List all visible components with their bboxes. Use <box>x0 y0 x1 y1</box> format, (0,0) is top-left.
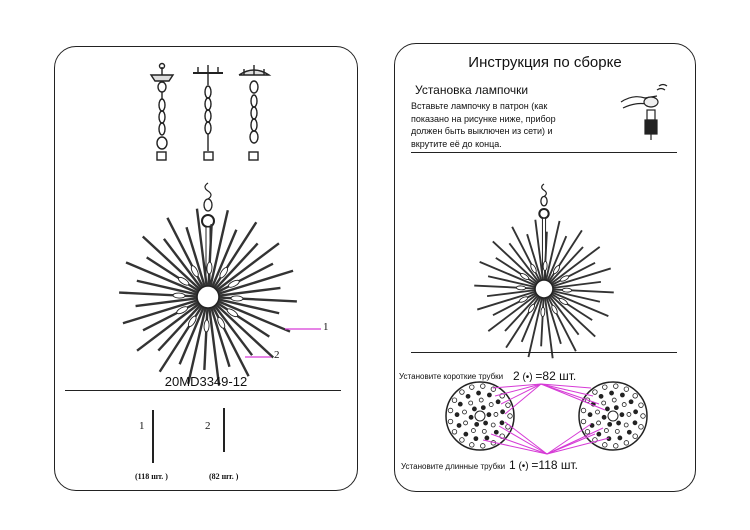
left-instruction-panel <box>54 46 358 491</box>
tube-socket <box>608 422 612 426</box>
tube-socket <box>597 421 601 425</box>
part-2-number: 2 <box>205 420 211 432</box>
callout-label-2: 2 <box>274 349 280 361</box>
tube-socket <box>593 390 598 395</box>
tube-socket <box>475 422 479 426</box>
tube-socket <box>448 419 453 424</box>
tube-socket <box>581 419 586 424</box>
tube-socket <box>471 429 475 433</box>
tube-socket <box>458 402 462 406</box>
tube-socket <box>460 438 465 443</box>
tube-socket <box>613 384 618 389</box>
tube-socket <box>487 393 491 397</box>
tube-socket <box>620 413 624 417</box>
bulb-instruction-text: Вставьте лампочку в патрон (как показано на рисунке ниже, прибор должен быть выключен из сети) и вкрутите её до конца. <box>411 101 556 149</box>
long-tube-connector <box>547 424 591 454</box>
tube-socket <box>494 430 498 434</box>
tube-socket <box>639 403 644 408</box>
tube-socket <box>457 423 461 427</box>
tube-socket <box>464 432 468 436</box>
tube-socket <box>624 387 629 392</box>
tube-socket <box>469 385 474 390</box>
tube-socket <box>455 413 459 417</box>
tube-socket <box>484 421 488 425</box>
tube-socket <box>633 434 638 439</box>
tube-socket <box>585 429 590 434</box>
long-tubes-formula <box>509 458 578 472</box>
tube-socket <box>487 413 491 417</box>
tube-socket <box>634 410 638 414</box>
model-number: 20MD3349-12 <box>164 374 248 389</box>
tube-socket <box>624 423 628 427</box>
tube-socket <box>491 423 495 427</box>
tube-socket <box>508 414 513 419</box>
tube-socket <box>480 384 485 389</box>
section-subtitle: Установка лампочки <box>415 83 529 97</box>
tube-socket <box>610 391 614 395</box>
tube-socket <box>615 429 619 433</box>
tube-socket <box>477 391 481 395</box>
tube-socket <box>460 390 465 395</box>
tube-socket <box>494 412 498 416</box>
tube-socket <box>452 429 457 434</box>
tube-socket <box>489 403 493 407</box>
page-title: Инструкция по сборке <box>468 54 622 71</box>
tube-socket <box>622 403 626 407</box>
tube-socket <box>617 421 621 425</box>
formula-part-number: 2 <box>513 369 520 383</box>
tube-socket <box>633 393 638 398</box>
tube-socket <box>506 403 511 408</box>
tube-socket <box>613 444 618 449</box>
tube-socket <box>466 394 470 398</box>
tube-socket <box>641 414 646 419</box>
right-instruction-panel <box>394 43 696 492</box>
tube-socket <box>581 408 586 413</box>
tube-symbol: (•) <box>519 372 536 383</box>
long-tube-connector <box>499 426 547 454</box>
tube-socket <box>605 407 609 411</box>
tube-socket <box>620 393 624 397</box>
tube-socket <box>599 394 603 398</box>
tube-socket <box>479 398 483 402</box>
callout-label-1: 1 <box>323 321 329 333</box>
tube-socket <box>469 443 474 448</box>
tube-socket <box>604 429 608 433</box>
tube-socket <box>448 408 453 413</box>
sphere-tube-diagram <box>395 44 697 493</box>
sphere-center <box>475 411 485 421</box>
tube-socket <box>480 444 485 449</box>
short-tubes-label: Установите короткие трубки <box>399 372 504 381</box>
long-tubes-label: Установите длинные трубки <box>401 462 506 471</box>
tube-socket <box>469 401 473 405</box>
formula-part-number: 1 <box>509 458 516 472</box>
tube-socket <box>596 410 600 414</box>
tube-socket <box>602 415 606 419</box>
part-1-count: (118 шт. ) <box>135 472 168 481</box>
tube-socket <box>452 398 457 403</box>
tube-socket <box>618 436 622 440</box>
tube-socket <box>588 413 592 417</box>
sphere-center <box>608 411 618 421</box>
tube-socket <box>464 421 468 425</box>
tube-socket <box>614 406 618 410</box>
tube-socket <box>627 412 631 416</box>
tube-socket <box>501 410 505 414</box>
tube-socket <box>472 407 476 411</box>
tube-socket <box>482 429 486 433</box>
tube-socket <box>633 421 637 425</box>
tube-socket <box>463 410 467 414</box>
tube-socket <box>474 437 478 441</box>
tube-socket <box>624 441 629 446</box>
tube-socket <box>629 400 633 404</box>
tube-socket <box>602 401 606 405</box>
tube-socket <box>627 430 631 434</box>
tube-symbol: (•) <box>515 461 532 472</box>
tube-socket <box>602 385 607 390</box>
tube-socket <box>639 425 644 430</box>
tube-socket <box>481 406 485 410</box>
formula-quantity: =82 шт. <box>535 369 577 383</box>
part-2-count: (82 шт. ) <box>209 472 239 481</box>
tube-socket <box>496 400 500 404</box>
tube-socket <box>500 421 504 425</box>
tube-socket <box>597 432 601 436</box>
formula-quantity: =118 шт. <box>531 458 579 472</box>
tube-socket <box>602 443 607 448</box>
tube-socket <box>485 436 489 440</box>
part-1-number: 1 <box>139 420 145 432</box>
tube-socket <box>469 415 473 419</box>
tube-socket <box>612 398 616 402</box>
